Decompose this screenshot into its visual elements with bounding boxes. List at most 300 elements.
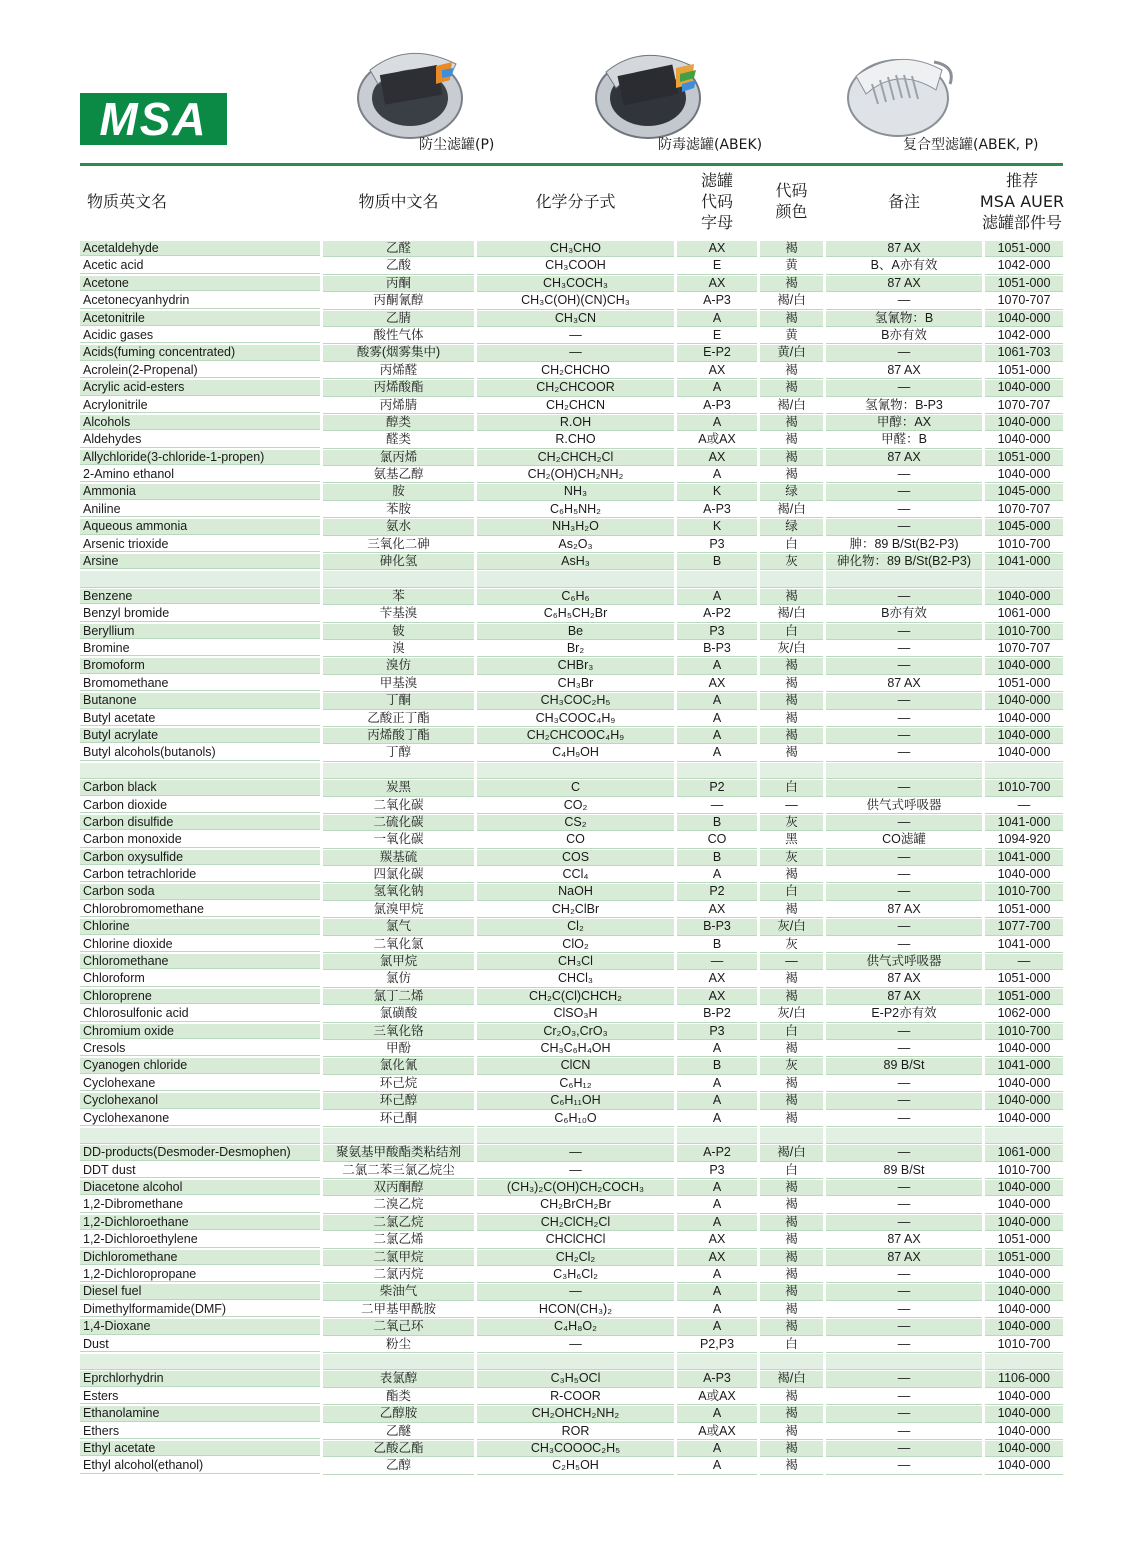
filter-code: AX <box>677 276 757 292</box>
table-row <box>80 970 1063 987</box>
table-row <box>80 362 1063 379</box>
chemical-formula: CH₂CHCOOR <box>477 380 674 396</box>
remark: — <box>826 1371 982 1387</box>
code-color: 灰 <box>760 937 823 953</box>
spacer-cell <box>677 1354 757 1370</box>
part-number: 1040-000 <box>985 1424 1063 1440</box>
filter-code: A <box>677 1458 757 1474</box>
substance-en-name: Cyclohexanol <box>80 1093 320 1108</box>
substance-cn-name: 甲酚 <box>323 1041 474 1057</box>
part-number: 1045-000 <box>985 484 1063 500</box>
spacer-cell <box>80 1128 320 1144</box>
table-spacer-row <box>80 762 1063 779</box>
code-color: 黑 <box>760 832 823 848</box>
filter-code: A <box>677 1441 757 1457</box>
filter-code: A-P2 <box>677 1145 757 1161</box>
code-color: 灰/白 <box>760 1006 823 1022</box>
substance-en-name: Dichloromethane <box>80 1250 320 1265</box>
part-number: 1010-700 <box>985 537 1063 553</box>
header-cn-name: 物质中文名 <box>358 191 439 211</box>
remark: — <box>826 519 982 535</box>
substance-cn-name: 氨基乙醇 <box>323 467 474 483</box>
table-row <box>80 953 1063 970</box>
part-number: 1010-700 <box>985 1024 1063 1040</box>
remark: CO滤罐 <box>826 832 982 848</box>
substance-en-name: Carbon soda <box>80 884 320 899</box>
substance-cn-name: 乙醛 <box>323 241 474 257</box>
remark: — <box>826 380 982 396</box>
code-color: 褐 <box>760 380 823 396</box>
code-color: 褐 <box>760 1111 823 1127</box>
part-number: 1045-000 <box>985 519 1063 535</box>
table-row <box>80 1040 1063 1057</box>
filter-code: K <box>677 484 757 500</box>
part-number: 1040-000 <box>985 1093 1063 1109</box>
spacer-cell <box>985 571 1063 587</box>
remark: — <box>826 711 982 727</box>
chemical-formula: CH₃CHO <box>477 241 674 257</box>
part-number: — <box>985 954 1063 970</box>
substance-en-name: Aqueous ammonia <box>80 519 320 534</box>
chemical-formula: ClO₂ <box>477 937 674 953</box>
part-number: 1040-000 <box>985 1441 1063 1457</box>
remark: — <box>826 1180 982 1196</box>
filter-code: A <box>677 467 757 483</box>
chemical-formula: CH₂ClBr <box>477 902 674 918</box>
substance-en-name: Chlorosulfonic acid <box>80 1006 320 1021</box>
substance-cn-name: 溴仿 <box>323 658 474 674</box>
part-number: 1010-700 <box>985 1337 1063 1353</box>
chemical-formula: CH₃C(OH)(CN)CH₃ <box>477 293 674 309</box>
code-color: 褐 <box>760 745 823 761</box>
substance-en-name: Alcohols <box>80 415 320 430</box>
spacer-cell <box>477 1128 674 1144</box>
part-number: 1040-000 <box>985 1406 1063 1422</box>
spacer-cell <box>323 571 474 587</box>
code-color: 绿 <box>760 484 823 500</box>
substance-cn-name: 丙烯醛 <box>323 363 474 379</box>
code-color: 褐/白 <box>760 398 823 414</box>
combined-filter-label: 复合型滤罐(ABEK, P) <box>903 137 1039 153</box>
substance-en-name: Ethyl alcohol(ethanol) <box>80 1458 320 1473</box>
table-row <box>80 1283 1063 1300</box>
filter-code: A或AX <box>677 432 757 448</box>
remark: — <box>826 745 982 761</box>
table-row <box>80 449 1063 466</box>
substance-en-name: Aniline <box>80 502 320 517</box>
substance-en-name: Bromine <box>80 641 320 656</box>
table-row <box>80 1336 1063 1353</box>
code-color: 白 <box>760 1163 823 1179</box>
substance-cn-name: 柴油气 <box>323 1284 474 1300</box>
code-color: 黄/白 <box>760 345 823 361</box>
filter-code: A <box>677 1319 757 1335</box>
filter-code: A <box>677 380 757 396</box>
substance-en-name: Acrylonitrile <box>80 398 320 413</box>
table-row <box>80 310 1063 327</box>
substance-cn-name: 二氧己环 <box>323 1319 474 1335</box>
spacer-cell <box>985 763 1063 779</box>
remark: — <box>826 658 982 674</box>
code-color: 褐 <box>760 1424 823 1440</box>
filter-code: E-P2 <box>677 345 757 361</box>
table-row <box>80 483 1063 500</box>
chemical-formula: C₆H₁₁OH <box>477 1093 674 1109</box>
substance-en-name: DDT dust <box>80 1163 320 1178</box>
table-row <box>80 1301 1063 1318</box>
table-row <box>80 327 1063 344</box>
chemical-formula: CH₂ClCH₂Cl <box>477 1215 674 1231</box>
substance-en-name: Diacetone alcohol <box>80 1180 320 1195</box>
substance-cn-name: 氨水 <box>323 519 474 535</box>
table-row <box>80 379 1063 396</box>
table-row <box>80 431 1063 448</box>
table-row <box>80 1231 1063 1248</box>
table-row <box>80 1162 1063 1179</box>
chemical-formula: CH₃Br <box>477 676 674 692</box>
chemical-formula: CO <box>477 832 674 848</box>
part-number: 1070-707 <box>985 502 1063 518</box>
remark: — <box>826 1267 982 1283</box>
code-color: 褐 <box>760 728 823 744</box>
part-number: 1040-000 <box>985 1180 1063 1196</box>
substance-cn-name: 粉尘 <box>323 1337 474 1353</box>
code-color: 褐 <box>760 1458 823 1474</box>
substance-en-name: Dust <box>80 1337 320 1352</box>
table-row <box>80 831 1063 848</box>
table-row <box>80 675 1063 692</box>
remark: 氢氰物：B-P3 <box>826 398 982 414</box>
substance-cn-name: 氯仿 <box>323 971 474 987</box>
table-row <box>80 344 1063 361</box>
part-number: 1040-000 <box>985 432 1063 448</box>
code-color: 褐 <box>760 432 823 448</box>
substance-cn-name: 酸雾(烟雾集中) <box>323 345 474 361</box>
substance-cn-name: 醇类 <box>323 415 474 431</box>
substance-cn-name: 酸性气体 <box>323 328 474 344</box>
part-number: 1051-000 <box>985 276 1063 292</box>
chemical-formula: AsH₃ <box>477 554 674 570</box>
substance-cn-name: 醛类 <box>323 432 474 448</box>
particle-filter-icon <box>348 40 488 140</box>
remark: B、A亦有效 <box>826 258 982 274</box>
substance-en-name: Acetic acid <box>80 258 320 273</box>
chemical-formula: NaOH <box>477 884 674 900</box>
substance-cn-name: 丙酮 <box>323 276 474 292</box>
chemical-formula: — <box>477 1163 674 1179</box>
filter-code: B-P2 <box>677 1006 757 1022</box>
part-number: 1040-000 <box>985 693 1063 709</box>
part-number: 1040-000 <box>985 745 1063 761</box>
filter-code: A <box>677 1284 757 1300</box>
chemical-formula: CH₃CN <box>477 311 674 327</box>
remark: 供气式呼吸器 <box>826 954 982 970</box>
substance-en-name: Aldehydes <box>80 432 320 447</box>
substance-cn-name: 酯类 <box>323 1389 474 1405</box>
filter-code: E <box>677 258 757 274</box>
substance-cn-name: 羰基硫 <box>323 850 474 866</box>
filter-code: A <box>677 867 757 883</box>
substance-cn-name: 三氧化二砷 <box>323 537 474 553</box>
filter-code: A <box>677 311 757 327</box>
code-color: 褐/白 <box>760 293 823 309</box>
spacer-cell <box>477 571 674 587</box>
remark: — <box>826 1093 982 1109</box>
chemical-formula: CH₂BrCH₂Br <box>477 1197 674 1213</box>
chemical-formula: C₃H₆Cl₂ <box>477 1267 674 1283</box>
code-color: 褐 <box>760 1267 823 1283</box>
substance-en-name: Arsine <box>80 554 320 569</box>
code-color: 褐/白 <box>760 606 823 622</box>
table-row <box>80 1266 1063 1283</box>
substance-en-name: Chlorine dioxide <box>80 937 320 952</box>
part-number: 1040-000 <box>985 589 1063 605</box>
filter-code: P3 <box>677 537 757 553</box>
remark: — <box>826 1145 982 1161</box>
remark: — <box>826 484 982 500</box>
filter-code: P2 <box>677 884 757 900</box>
table-header <box>80 167 1063 235</box>
substance-en-name: Butyl acetate <box>80 711 320 726</box>
remark: — <box>826 850 982 866</box>
code-color: 褐 <box>760 1250 823 1266</box>
chemical-formula: — <box>477 345 674 361</box>
table-row <box>80 1196 1063 1213</box>
filter-code: A <box>677 1267 757 1283</box>
part-number: 1061-703 <box>985 345 1063 361</box>
substance-cn-name: 胺 <box>323 484 474 500</box>
remark: — <box>826 1111 982 1127</box>
table-row <box>80 1249 1063 1266</box>
table-row <box>80 640 1063 657</box>
filter-code: A <box>677 658 757 674</box>
chemical-formula: R.CHO <box>477 432 674 448</box>
remark: 87 AX <box>826 902 982 918</box>
substance-en-name: Chloroform <box>80 971 320 986</box>
part-number: 1070-707 <box>985 293 1063 309</box>
filter-code: A-P3 <box>677 293 757 309</box>
part-number: 1061-000 <box>985 606 1063 622</box>
filter-code: AX <box>677 241 757 257</box>
substance-en-name: Bromoform <box>80 658 320 673</box>
chemical-formula: — <box>477 1337 674 1353</box>
code-color: 褐 <box>760 867 823 883</box>
remark: B亦有效 <box>826 606 982 622</box>
chemical-formula: CCl₄ <box>477 867 674 883</box>
table-row <box>80 1092 1063 1109</box>
substance-cn-name: 苄基溴 <box>323 606 474 622</box>
code-color: 褐 <box>760 363 823 379</box>
filter-code: A或AX <box>677 1389 757 1405</box>
substance-cn-name: 环己酮 <box>323 1111 474 1127</box>
table-row <box>80 744 1063 761</box>
filter-code: A <box>677 1215 757 1231</box>
substance-en-name: 1,4-Dioxane <box>80 1319 320 1334</box>
filter-code: A <box>677 1302 757 1318</box>
part-number: 1040-000 <box>985 728 1063 744</box>
remark: — <box>826 728 982 744</box>
table-row <box>80 1179 1063 1196</box>
substance-en-name: Cyclohexane <box>80 1076 320 1091</box>
part-number: 1051-000 <box>985 450 1063 466</box>
substance-cn-name: 乙腈 <box>323 311 474 327</box>
part-number: 1040-000 <box>985 311 1063 327</box>
table-row <box>80 1318 1063 1335</box>
remark: — <box>826 293 982 309</box>
part-number: 1061-000 <box>985 1145 1063 1161</box>
chemical-formula: CH₂(OH)CH₂NH₂ <box>477 467 674 483</box>
table-spacer-row <box>80 1353 1063 1370</box>
filter-code: A <box>677 1093 757 1109</box>
chemical-formula: CO₂ <box>477 798 674 814</box>
table-row <box>80 936 1063 953</box>
filter-code: A <box>677 693 757 709</box>
substance-cn-name: 苯 <box>323 589 474 605</box>
substance-cn-name: 环己醇 <box>323 1093 474 1109</box>
substance-en-name: Benzene <box>80 589 320 604</box>
remark: — <box>826 693 982 709</box>
remark: E-P2亦有效 <box>826 1006 982 1022</box>
part-number: 1010-700 <box>985 624 1063 640</box>
filter-code: A <box>677 1076 757 1092</box>
part-number: 1106-000 <box>985 1371 1063 1387</box>
remark: — <box>826 502 982 518</box>
part-number: 1040-000 <box>985 867 1063 883</box>
remark: 87 AX <box>826 989 982 1005</box>
filter-code: A <box>677 589 757 605</box>
substance-en-name: Chloromethane <box>80 954 320 969</box>
chemical-formula: ClCN <box>477 1058 674 1074</box>
table-row <box>80 466 1063 483</box>
filter-code: AX <box>677 676 757 692</box>
logo-text: MSA <box>99 93 208 145</box>
code-color: 绿 <box>760 519 823 535</box>
chemical-formula: (CH₃)₂C(OH)CH₂COCH₃ <box>477 1180 674 1196</box>
gas-filter-icon <box>592 40 732 140</box>
chemical-formula: CH₃COOH <box>477 258 674 274</box>
part-number: 1077-700 <box>985 919 1063 935</box>
table-row <box>80 588 1063 605</box>
code-color: 褐 <box>760 1232 823 1248</box>
part-number: 1040-000 <box>985 1197 1063 1213</box>
table-row <box>80 727 1063 744</box>
chemical-formula: CH₃COCH₃ <box>477 276 674 292</box>
remark: — <box>826 780 982 796</box>
substance-cn-name: 二甲基甲酰胺 <box>323 1302 474 1318</box>
spacer-cell <box>323 763 474 779</box>
substance-en-name: Diesel fuel <box>80 1284 320 1299</box>
chemical-formula: C₂H₅OH <box>477 1458 674 1474</box>
part-number: 1051-000 <box>985 241 1063 257</box>
filter-code: P3 <box>677 1024 757 1040</box>
substance-cn-name: 丁酮 <box>323 693 474 709</box>
table-row <box>80 1457 1063 1474</box>
substance-en-name: Carbon monoxide <box>80 832 320 847</box>
part-number: 1041-000 <box>985 850 1063 866</box>
substance-en-name: Eprchlorhydrin <box>80 1371 320 1386</box>
table-row <box>80 1388 1063 1405</box>
substance-en-name: Beryllium <box>80 624 320 639</box>
remark: 甲醛：B <box>826 432 982 448</box>
chemical-formula: CHBr₃ <box>477 658 674 674</box>
substance-cn-name: 二氧化碳 <box>323 798 474 814</box>
table-row <box>80 849 1063 866</box>
filter-code: B-P3 <box>677 919 757 935</box>
filter-code: A <box>677 1111 757 1127</box>
part-number: — <box>985 798 1063 814</box>
substance-cn-name: 丙酮氰醇 <box>323 293 474 309</box>
substance-cn-name: 氯丁二烯 <box>323 989 474 1005</box>
part-number: 1040-000 <box>985 1458 1063 1474</box>
substance-cn-name: 氯丙烯 <box>323 450 474 466</box>
substance-en-name: Butyl alcohols(butanols) <box>80 745 320 760</box>
substance-cn-name: 氢氧化钠 <box>323 884 474 900</box>
substance-cn-name: 三氧化铬 <box>323 1024 474 1040</box>
substance-cn-name: 二氯乙烯 <box>323 1232 474 1248</box>
substance-cn-name: 炭黑 <box>323 780 474 796</box>
part-number: 1070-707 <box>985 398 1063 414</box>
header-note: 备注 <box>887 191 920 211</box>
substance-en-name: 1,2-Dibromethane <box>80 1197 320 1212</box>
chemical-formula: ClSO₃H <box>477 1006 674 1022</box>
chemical-formula: C₆H₆ <box>477 589 674 605</box>
table-row <box>80 536 1063 553</box>
chemical-formula: CH₂CHCH₂Cl <box>477 450 674 466</box>
chemical-formula: CH₃Cl <box>477 954 674 970</box>
substance-en-name: Carbon disulfide <box>80 815 320 830</box>
code-color: 褐 <box>760 676 823 692</box>
chemical-formula: C₆H₅NH₂ <box>477 502 674 518</box>
filter-code: A <box>677 728 757 744</box>
substance-cn-name: 铍 <box>323 624 474 640</box>
code-color: 褐 <box>760 415 823 431</box>
substance-en-name: 1,2-Dichloroethane <box>80 1215 320 1230</box>
substance-cn-name: 氯甲烷 <box>323 954 474 970</box>
filter-code: P3 <box>677 624 757 640</box>
part-number: 1040-000 <box>985 1041 1063 1057</box>
filter-code: A <box>677 711 757 727</box>
remark: 87 AX <box>826 971 982 987</box>
remark: 供气式呼吸器 <box>826 798 982 814</box>
remark: — <box>826 345 982 361</box>
substance-en-name: Acetonecyanhydrin <box>80 293 320 308</box>
filter-code: A <box>677 1180 757 1196</box>
remark: 87 AX <box>826 276 982 292</box>
substance-en-name: Chlorobromomethane <box>80 902 320 917</box>
table-row <box>80 1214 1063 1231</box>
table-row <box>80 518 1063 535</box>
remark: — <box>826 1076 982 1092</box>
code-color: 褐 <box>760 589 823 605</box>
header-formula: 化学分子式 <box>535 191 616 211</box>
part-number: 1051-000 <box>985 676 1063 692</box>
substance-en-name: Carbon tetrachloride <box>80 867 320 882</box>
table-row <box>80 1110 1063 1127</box>
chemical-formula: Cl₂ <box>477 919 674 935</box>
remark: — <box>826 641 982 657</box>
table-row <box>80 988 1063 1005</box>
substance-en-name: Carbon dioxide <box>80 798 320 813</box>
chemical-formula: NH₃H₂O <box>477 519 674 535</box>
chemical-formula: C₄H₉OH <box>477 745 674 761</box>
table-row <box>80 501 1063 518</box>
code-color: 黄 <box>760 258 823 274</box>
table-row <box>80 1370 1063 1387</box>
table-row <box>80 1405 1063 1422</box>
chemical-formula: CH₃COOC₄H₉ <box>477 711 674 727</box>
code-color: 褐 <box>760 1319 823 1335</box>
table-row <box>80 883 1063 900</box>
